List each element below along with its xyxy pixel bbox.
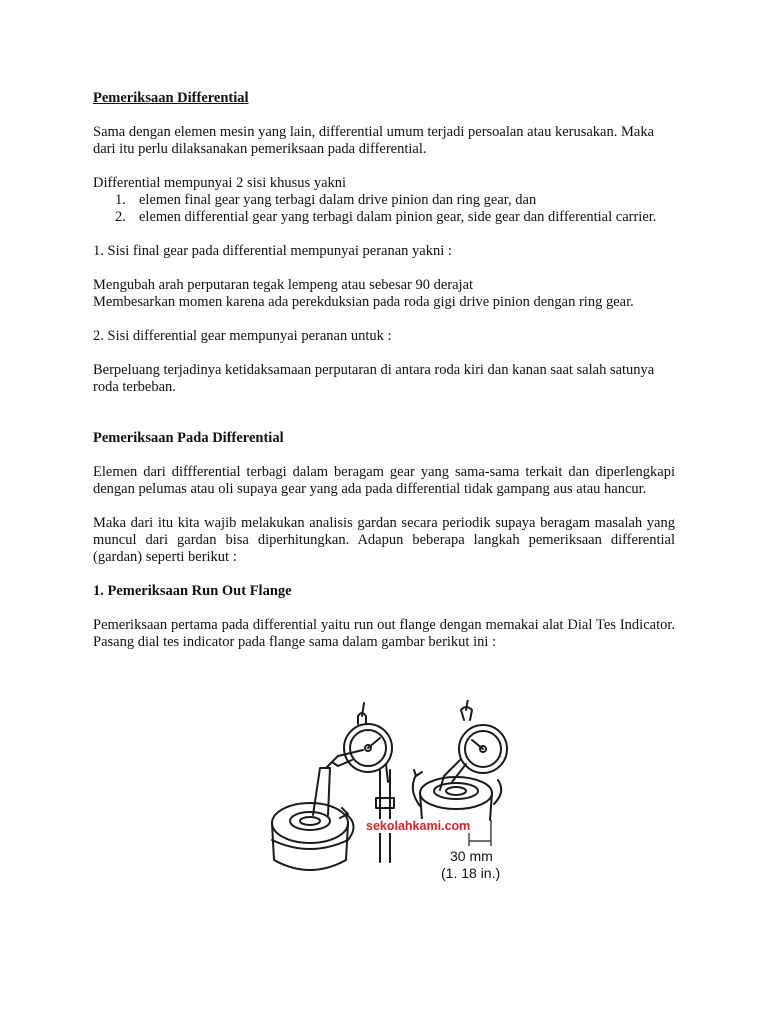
dimension-mm: 30 mm <box>450 848 493 864</box>
dimension-in: (1. 18 in.) <box>441 865 501 881</box>
role-line-2: Membesarkan momen karena ada perekduksian pada roda gigi drive pinion dengan ring gear. <box>93 294 634 310</box>
diff-role-text: Berpeluang terjadinya ketidaksamaan perputaran di antara roda kiri dan kanan saat salah satunya roda terbeban. <box>93 362 655 395</box>
sides-intro: Differential mempunyai 2 sisi khusus yakni <box>93 175 347 191</box>
heading-pemeriksaan-differential: Pemeriksaan Differential <box>93 90 249 106</box>
list-item-text: elemen differential gear yang terbagi dalam pinion gear, side gear dan differential carrier. <box>139 209 657 225</box>
watermark-label: sekolahkami.com <box>366 819 471 833</box>
runout-paragraph: Pemeriksaan pertama pada differential yaitu run out flange dengan memakai alat Dial Tes Indicator. Pasang dial tes indicator pada flange sama dalam gambar berikut ini : <box>93 617 675 650</box>
diff-gear-role: 2. Sisi differential gear mempunyai peranan untuk : <box>93 328 392 344</box>
intro-paragraph: Sama dengan elemen mesin yang lain, differential umum terjadi persoalan atau kerusakan. Maka dari itu perlu dilaksanakan pemeriksaan pada differential. <box>93 124 655 157</box>
role-line-1: Mengubah arah perputaran tegak lempeng atau sebesar 90 derajat <box>93 277 474 293</box>
list-item <box>93 192 675 209</box>
list-item-text: elemen final gear yang terbagi dalam drive pinion dan ring gear, dan <box>139 192 537 208</box>
document-body <box>93 90 675 651</box>
sides-list <box>93 192 675 226</box>
elements-paragraph: Elemen dari diffferential terbagi dalam beragam gear yang sama-sama terkait dan diperlengkapi dengan pelumas atau oli supaya gear yang ada pada differential tidak gampang aus atau hancur. <box>93 464 675 497</box>
list-number: 2. <box>115 209 126 225</box>
final-gear-role: 1. Sisi final gear pada differential mempunyai peranan yakni : <box>93 243 452 259</box>
dial-indicator-figure <box>268 700 518 890</box>
analysis-paragraph: Maka dari itu kita wajib melakukan analisis gardan secara periodik supaya beragam masalah yang muncul dari gardan bisa diperhitungkan. Adapun beberapa langkah pemeriksaan differential (gardan) seperti berikut : <box>93 515 675 565</box>
list-item <box>93 209 675 226</box>
heading-pemeriksaan-pada-differential: Pemeriksaan Pada Differential <box>93 430 284 446</box>
heading-run-out-flange: 1. Pemeriksaan Run Out Flange <box>93 583 292 599</box>
list-number: 1. <box>115 192 126 208</box>
